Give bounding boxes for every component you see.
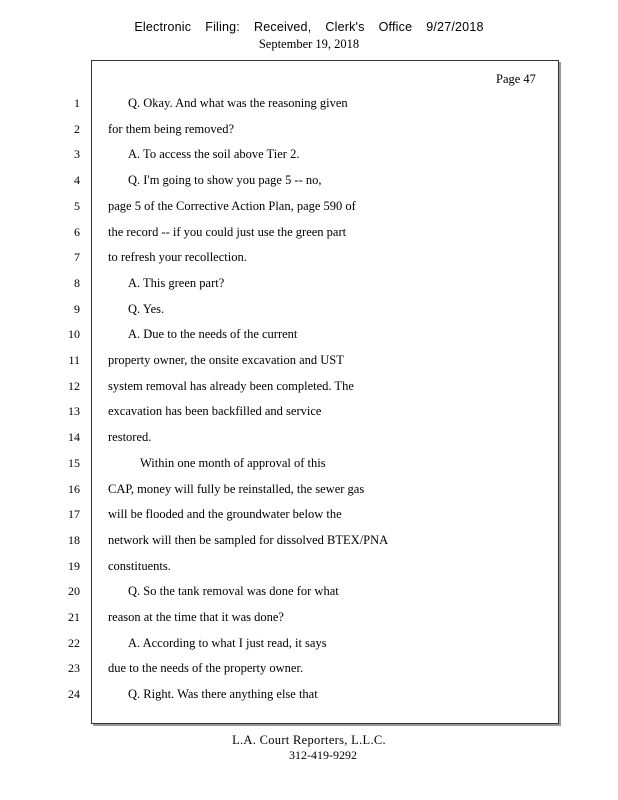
transcript-line: system removal has already been completed. The [108, 379, 354, 393]
line-number: 10 [68, 327, 80, 341]
line-number: 23 [68, 661, 80, 675]
transcript-line: A. To access the soil above Tier 2. [128, 147, 300, 161]
line-number: 13 [68, 404, 80, 418]
line-number: 5 [74, 199, 80, 213]
line-number: 14 [68, 430, 80, 444]
transcript-line: Q. So the tank removal was done for what [128, 584, 339, 598]
filing-word: Received, [253, 20, 312, 34]
filing-stamp-header [0, 20, 618, 34]
line-number: 3 [74, 147, 80, 161]
line-number: 19 [68, 559, 80, 573]
transcript-line: restored. [108, 430, 152, 444]
line-number: 20 [68, 584, 80, 598]
page-number: Page 47 [496, 72, 536, 86]
line-number: 21 [68, 610, 80, 624]
line-number: 16 [68, 482, 80, 496]
transcript-line: excavation has been backfilled and service [108, 404, 322, 418]
line-number: 15 [68, 456, 80, 470]
transcript-line: for them being removed? [108, 122, 234, 136]
transcript-date: September 19, 2018 [258, 37, 360, 51]
transcript-line: Q. I'm going to show you page 5 -- no, [128, 173, 322, 187]
transcript-line: network will then be sampled for dissolved BTEX/PNA [108, 533, 389, 547]
transcript-line: A. According to what I just read, it says [128, 636, 327, 650]
line-number: 7 [74, 250, 80, 264]
line-number: 17 [68, 507, 80, 521]
line-number: 6 [74, 225, 80, 239]
line-number: 18 [68, 533, 80, 547]
line-number: 1 [74, 96, 80, 110]
transcript-line: page 5 of the Corrective Action Plan, page 590 of [108, 199, 356, 213]
filing-word: Filing: [205, 20, 240, 34]
transcript-line: to refresh your recollection. [108, 250, 247, 264]
line-number: 4 [74, 173, 80, 187]
line-number: 22 [68, 636, 80, 650]
filing-word: Clerk's [325, 20, 365, 34]
footer-phone: 312-419-9292 [289, 748, 357, 762]
transcript-line: Within one month of approval of this [140, 456, 326, 470]
transcript-line: Q. Yes. [128, 302, 165, 316]
line-number: 8 [74, 276, 80, 290]
transcript-line: CAP, money will fully be reinstalled, the sewer gas [108, 482, 365, 496]
transcript-line: property owner, the onsite excavation and UST [108, 353, 344, 367]
transcript-line: will be flooded and the groundwater below the [108, 507, 342, 521]
filing-word: 9/27/2018 [426, 20, 484, 34]
transcript-line: Q. Okay. And what was the reasoning given [128, 96, 348, 110]
filing-word: Electronic [134, 20, 192, 34]
footer-company: L.A. Court Reporters, L.L.C. [232, 733, 386, 747]
filing-word: Office [378, 20, 413, 34]
transcript-line: reason at the time that it was done? [108, 610, 284, 624]
transcript-line: A. This green part? [128, 276, 225, 290]
transcript-line: Q. Right. Was there anything else that [128, 687, 318, 701]
transcript-line: constituents. [108, 559, 171, 573]
line-number: 2 [74, 122, 80, 136]
line-number: 11 [68, 353, 80, 367]
line-number: 24 [68, 687, 80, 701]
transcript-line: due to the needs of the property owner. [108, 661, 304, 675]
line-number: 12 [68, 379, 80, 393]
line-number: 9 [74, 302, 80, 316]
transcript-line: the record -- if you could just use the green part [108, 225, 347, 239]
transcript-line: A. Due to the needs of the current [128, 327, 298, 341]
